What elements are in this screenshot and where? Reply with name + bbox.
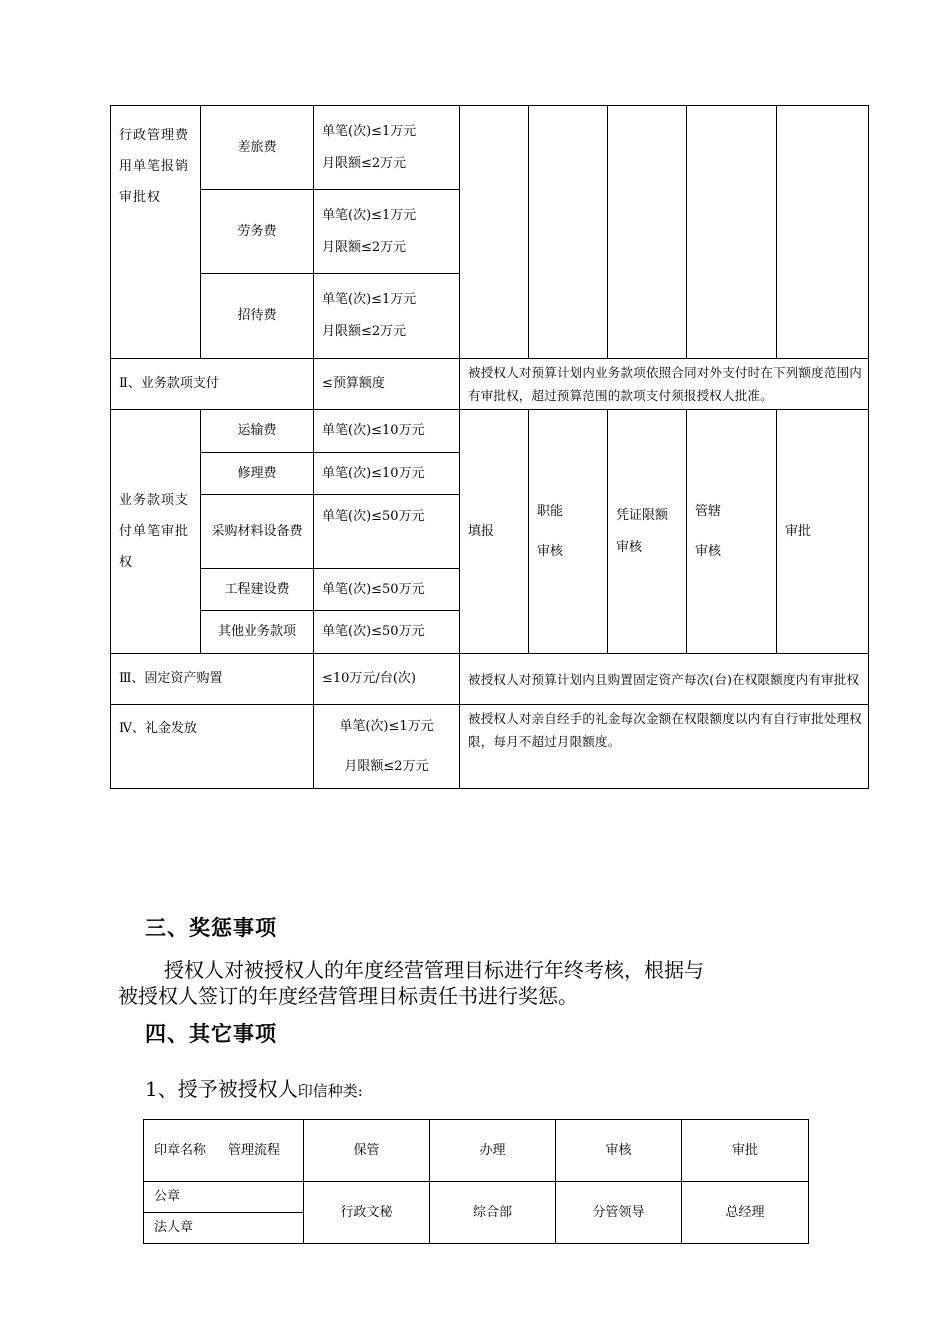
business-limit: 单笔(次)≤10万元 [314, 410, 460, 453]
seal-header-handle: 办理 [430, 1120, 556, 1182]
table-row [111, 705, 869, 789]
section4-note: 被授权人对亲自经手的礼金每次金额在权限额度以内有自行审批处理权限，每月不超过月限额度。 [460, 705, 869, 789]
table-row [111, 106, 869, 190]
flow-jurisdiction-review: 管辖 审核 [687, 410, 777, 654]
admin-limit: 单笔(次)≤1万元 月限额≤2万元 [314, 190, 460, 274]
section3-note: 被授权人对预算计划内且购置固定资产每次(台)在权限额度内有审批权 [460, 654, 869, 705]
admin-limit: 单笔(次)≤1万元 月限额≤2万元 [314, 106, 460, 190]
admin-group-label: 行政管理费用单笔报销审批权 [111, 106, 201, 359]
business-item: 采购材料设备费 [201, 495, 314, 569]
seal-flow-keep: 行政文秘 [304, 1182, 430, 1244]
seal-name: 法人章 [144, 1213, 304, 1244]
section2-limit: ≤预算额度 [314, 359, 460, 410]
reward-line-2: 被授权人签订的年度经营管理目标责任书进行奖惩。 [118, 984, 578, 1008]
admin-item: 招待费 [201, 274, 314, 359]
business-limit: 单笔(次)≤10万元 [314, 453, 460, 495]
blank-cell [687, 106, 777, 359]
admin-item: 劳务费 [201, 190, 314, 274]
blank-cell [608, 106, 687, 359]
seal-table [143, 1119, 809, 1244]
other-heading: 四、其它事项 [145, 1021, 277, 1046]
flow-fill: 填报 [460, 410, 529, 654]
seal-flow-approve: 总经理 [682, 1182, 809, 1244]
blank-cell [777, 106, 869, 359]
business-item: 其他业务款项 [201, 611, 314, 654]
flow-approve: 审批 [777, 410, 869, 654]
table-row [111, 410, 869, 453]
seal-types-main: 1、授予被授权人 [145, 1077, 298, 1101]
seal-types-line [145, 1073, 363, 1102]
seal-name: 公章 [144, 1182, 304, 1213]
business-limit: 单笔(次)≤50万元 [314, 495, 460, 569]
reward-paragraph [118, 957, 818, 1009]
table-row [144, 1120, 809, 1182]
business-item: 运输费 [201, 410, 314, 453]
blank-cell [460, 106, 529, 359]
section4-limit: 单笔(次)≤1万元 月限额≤2万元 [314, 705, 460, 789]
reward-heading: 三、奖惩事项 [145, 915, 277, 940]
flow-function-review: 职能 审核 [529, 410, 608, 654]
business-item: 修理费 [201, 453, 314, 495]
seal-types-suffix: 印信种类: [297, 1082, 363, 1100]
seal-header-approve: 审批 [682, 1120, 809, 1182]
table-row [111, 654, 869, 705]
business-item: 工程建设费 [201, 569, 314, 611]
business-group-label: 业务款项支付单笔审批权 [111, 410, 201, 654]
table-row [111, 359, 869, 410]
business-limit: 单笔(次)≤50万元 [314, 611, 460, 654]
business-limit: 单笔(次)≤50万元 [314, 569, 460, 611]
seal-flow-handle: 综合部 [430, 1182, 556, 1244]
flow-voucher-review: 凭证限额 审核 [608, 410, 687, 654]
admin-item: 差旅费 [201, 106, 314, 190]
blank-cell [529, 106, 608, 359]
seal-flow-review: 分管领导 [556, 1182, 682, 1244]
reward-line-1: 授权人对被授权人的年度经营管理目标进行年终考核，根据与 [164, 958, 704, 982]
section2-label: Ⅱ、业务款项支付 [111, 359, 314, 410]
section3-limit: ≤10万元/台(次) [314, 654, 460, 705]
seal-header-keep: 保管 [304, 1120, 430, 1182]
authorization-table [110, 105, 869, 789]
admin-limit: 单笔(次)≤1万元 月限额≤2万元 [314, 274, 460, 359]
section4-label: Ⅳ、礼金发放 [111, 705, 314, 789]
seal-header-review: 审核 [556, 1120, 682, 1182]
table-row [144, 1182, 809, 1213]
seal-corner-header: 印章名称 管理流程 [144, 1120, 304, 1182]
section3-label: Ⅲ、固定资产购置 [111, 654, 314, 705]
section2-note: 被授权人对预算计划内业务款项依照合同对外支付时在下列额度范围内有审批权，超过预算范围的款项支付须报授权人批准。 [460, 359, 869, 410]
